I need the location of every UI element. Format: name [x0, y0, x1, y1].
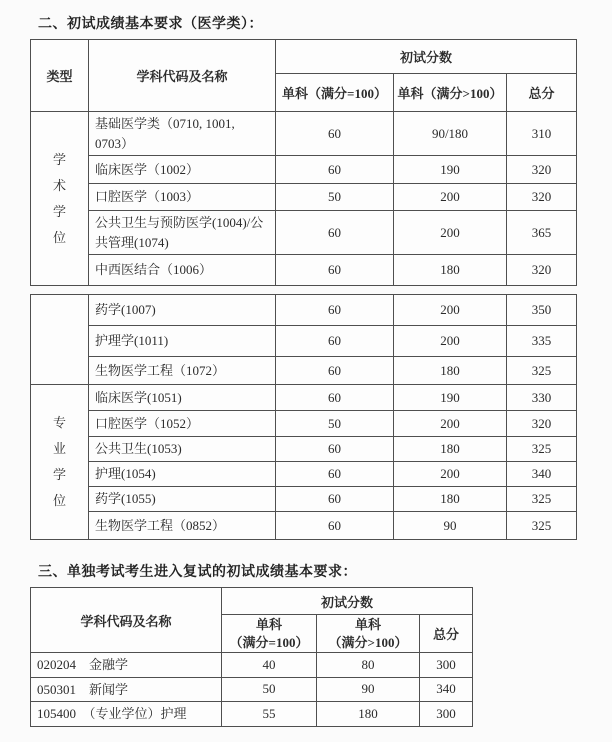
subject-cell: 生物医学工程（0852）: [89, 512, 276, 540]
table-row: [31, 184, 577, 211]
score-cell: 60: [276, 211, 394, 255]
table-row: [31, 385, 577, 411]
score-cell: 90: [394, 512, 507, 540]
score-cell: 60: [276, 295, 394, 326]
medical-requirements-table-lower: [30, 294, 577, 540]
table-row: [31, 512, 577, 540]
score-cell: 60: [276, 385, 394, 411]
subject-cell: 中西医结合（1006）: [89, 255, 276, 286]
score-cell: 180: [317, 702, 420, 727]
medical-requirements-table-upper: [30, 39, 577, 286]
type-cell-professional: [31, 385, 89, 540]
score-cell: 320: [507, 411, 577, 437]
score-cell: 50: [276, 411, 394, 437]
subject-cell: 020204 金融学: [31, 653, 222, 678]
subject-cell: 临床医学(1051): [89, 385, 276, 411]
header-score-group: 初试分数: [222, 588, 473, 615]
score-cell: 310: [507, 112, 577, 156]
score-cell: 325: [507, 357, 577, 385]
subject-cell: 公共卫生(1053): [89, 437, 276, 462]
header-single-eq100: [222, 615, 317, 653]
score-cell: 80: [317, 653, 420, 678]
subject-cell: 生物医学工程（1072）: [89, 357, 276, 385]
score-cell: 325: [507, 512, 577, 540]
header-single-gt100-line1: 单科: [354, 616, 381, 632]
header-single-eq100: 单科（满分=100）: [276, 74, 394, 112]
score-cell: 200: [394, 184, 507, 211]
score-cell: 200: [394, 211, 507, 255]
subject-cell: 口腔医学（1003）: [89, 184, 276, 211]
subject-cell: 基础医学类（0710, 1001, 0703）: [89, 112, 276, 156]
header-subject: 学科代码及名称: [31, 588, 222, 653]
score-cell: 340: [420, 677, 473, 702]
score-cell: 60: [276, 112, 394, 156]
table-row: [31, 211, 577, 255]
header-type: 类型: [31, 40, 89, 112]
score-cell: 190: [394, 385, 507, 411]
score-cell: 300: [420, 653, 473, 678]
score-cell: 60: [276, 326, 394, 357]
header-single-gt100: [317, 615, 420, 653]
header-single-gt100-line2: （满分>100）: [328, 634, 408, 650]
score-cell: 55: [222, 702, 317, 727]
score-cell: 335: [507, 326, 577, 357]
table-row: [31, 295, 577, 326]
table-row: [31, 487, 577, 512]
table-row: [31, 156, 577, 184]
score-cell: 350: [507, 295, 577, 326]
table-row: [31, 326, 577, 357]
subject-cell: 口腔医学（1052）: [89, 411, 276, 437]
subject-cell: 050301 新闻学: [31, 677, 222, 702]
header-single-eq100-line2: （满分=100）: [229, 634, 309, 650]
score-cell: 180: [394, 255, 507, 286]
score-cell: 60: [276, 156, 394, 184]
score-cell: 200: [394, 295, 507, 326]
table-row: [31, 462, 577, 487]
score-cell: 330: [507, 385, 577, 411]
score-cell: 60: [276, 357, 394, 385]
table-row: [31, 112, 577, 156]
score-cell: 320: [507, 255, 577, 286]
subject-cell: 药学(1007): [89, 295, 276, 326]
table-header-row: [31, 588, 473, 615]
score-cell: 300: [420, 702, 473, 727]
score-cell: 340: [507, 462, 577, 487]
header-subject: 学科代码及名称: [89, 40, 276, 112]
subject-cell: 药学(1055): [89, 487, 276, 512]
table-row: [31, 702, 473, 727]
score-cell: 325: [507, 487, 577, 512]
score-cell: 90: [317, 677, 420, 702]
score-cell: 365: [507, 211, 577, 255]
section2-title: 二、初试成绩基本要求（医学类）：: [38, 17, 263, 32]
score-cell: 60: [276, 437, 394, 462]
table-row: [31, 357, 577, 385]
header-single-eq100-line1: 单科: [255, 616, 282, 632]
separate-exam-requirements-table: [30, 587, 473, 727]
section3-title: 三、单独考试考生进入复试的初试成绩基本要求：: [38, 565, 357, 580]
academic-degree-label: 学术学位: [52, 151, 66, 245]
score-cell: 50: [276, 184, 394, 211]
type-cell-empty: [31, 295, 89, 385]
header-score-group: 初试分数: [276, 40, 577, 74]
score-cell: 180: [394, 437, 507, 462]
header-single-gt100: 单科（满分>100）: [394, 74, 507, 112]
score-cell: 200: [394, 462, 507, 487]
score-cell: 60: [276, 462, 394, 487]
table-header-row: [31, 40, 577, 74]
score-cell: 40: [222, 653, 317, 678]
score-cell: 60: [276, 512, 394, 540]
score-cell: 200: [394, 411, 507, 437]
subject-cell: 护理(1054): [89, 462, 276, 487]
score-cell: 60: [276, 487, 394, 512]
score-cell: 90/180: [394, 112, 507, 156]
table-row: [31, 255, 577, 286]
score-cell: 180: [394, 357, 507, 385]
score-cell: 190: [394, 156, 507, 184]
professional-degree-label: 专业学位: [52, 415, 66, 508]
score-cell: 320: [507, 184, 577, 211]
score-cell: 180: [394, 487, 507, 512]
table-row: [31, 653, 473, 678]
table-row: [31, 411, 577, 437]
score-cell: 325: [507, 437, 577, 462]
type-cell-academic: [31, 112, 89, 286]
header-total: 总分: [507, 74, 577, 112]
subject-cell: 护理学(1011): [89, 326, 276, 357]
table-row: [31, 677, 473, 702]
score-cell: 60: [276, 255, 394, 286]
subject-cell: 临床医学（1002）: [89, 156, 276, 184]
score-cell: 320: [507, 156, 577, 184]
subject-cell: 105400 （专业学位）护理: [31, 702, 222, 727]
subject-cell: 公共卫生与预防医学(1004)/公共管理(1074): [89, 211, 276, 255]
score-cell: 50: [222, 677, 317, 702]
table-row: [31, 437, 577, 462]
score-cell: 200: [394, 326, 507, 357]
header-total: 总分: [420, 615, 473, 653]
